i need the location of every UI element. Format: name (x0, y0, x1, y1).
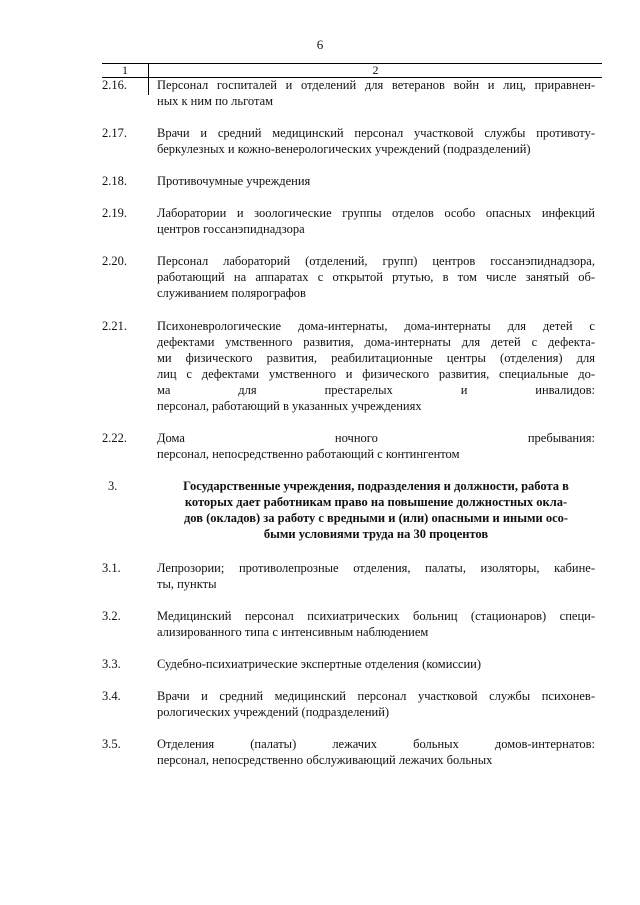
row-number: 3.3. (102, 657, 121, 671)
text-line: персонал, непосредственно обслуживающий лежачих больных (157, 753, 493, 767)
text-line: ных к ним по льготам (157, 94, 274, 108)
text-line: Судебно-психиатрические экспертные отделения (комиссии) (157, 657, 482, 671)
row-description (157, 656, 595, 672)
row-number: 2.18. (102, 174, 127, 188)
text-line: ты, пункты (157, 577, 217, 591)
text-line: рологических учреждений (подразделений) (157, 705, 390, 719)
text-line: центров госсанэпиднадзора (157, 222, 305, 236)
text-line: дефектами умственного развития, дома-интернаты для детей с дефекта- (157, 335, 595, 349)
row-description (157, 318, 595, 414)
text-line: ма для престарелых и инвалидов: (157, 383, 595, 397)
section-heading-text (157, 478, 595, 542)
row-number: 3.5. (102, 737, 121, 751)
text-line: беркулезных и кожно-венерологических учреждений (подразделений) (157, 142, 531, 156)
row-number: 3.1. (102, 561, 121, 575)
row-description (157, 430, 595, 462)
row-description (157, 205, 595, 237)
text-line: которых дает работникам право на повышение должностных окла- (184, 495, 568, 509)
row-number: 3. (108, 479, 118, 493)
row-number: 2.22. (102, 431, 127, 445)
text-line: персонал, работающий в указанных учреждениях (157, 399, 422, 413)
text-line: быми условиями труда на 30 процентов (263, 527, 489, 541)
text-line: персонал, непосредственно работающий с контингентом (157, 447, 460, 461)
column-divider-line (148, 77, 149, 95)
row-description (157, 125, 595, 157)
row-number: 3.2. (102, 609, 121, 623)
text-line: лиц с дефектами умственного и физического развития, специальные до- (157, 367, 595, 381)
row-number: 2.16. (102, 78, 127, 92)
column-header-1: 1 (122, 63, 128, 77)
text-line: Врачи и средний медицинский персонал участковой службы противоту- (157, 126, 595, 140)
page-number: 6 (316, 37, 324, 52)
text-line: Отделения (палаты) лежачих больных домов-интернатов: (157, 737, 595, 751)
text-line: Психоневрологические дома-интернаты, дома-интернаты для детей с (157, 319, 595, 333)
text-line: ализированного типа с интенсивным наблюдением (157, 625, 429, 639)
text-line: Дома ночного пребывания: (157, 431, 595, 445)
row-description (157, 77, 595, 109)
text-line: работающий на аппаратах с открытой ртутью, в том числе занятый об- (157, 270, 595, 284)
row-number: 2.20. (102, 254, 127, 268)
row-description (157, 736, 595, 768)
text-line: Лаборатории и зоологические группы отделов особо опасных инфекций (157, 206, 595, 220)
text-line: Государственные учреждения, подразделения и должности, работа в (183, 479, 569, 493)
column-header-2: 2 (372, 63, 379, 77)
text-line: Медицинский персонал психиатрических больниц (стационаров) специ- (157, 609, 595, 623)
row-description (157, 560, 595, 592)
text-line: Персонал лабораторий (отделений, групп) центров госсанэпиднадзора, (157, 254, 595, 268)
text-line: ми физического развития, реабилитационные центры (отделения) для (157, 351, 595, 365)
text-line: Персонал госпиталей и отделений для ветеранов войн и лиц, приравнен- (157, 78, 595, 92)
text-line: Лепрозории; противолепрозные отделения, палаты, изоляторы, кабине- (157, 561, 595, 575)
text-line: дов (окладов) за работу с вредными и (или) опасными и иными осо- (183, 511, 569, 525)
row-description (157, 688, 595, 720)
row-description (157, 253, 595, 301)
row-number: 2.17. (102, 126, 127, 140)
table-column-header (102, 63, 602, 78)
row-description (157, 173, 595, 189)
text-line: служиванием полярографов (157, 286, 306, 300)
row-number: 3.4. (102, 689, 121, 703)
row-description (157, 608, 595, 640)
row-number: 2.21. (102, 319, 127, 333)
text-line: Врачи и средний медицинский персонал участковой службы психонев- (157, 689, 595, 703)
row-number: 2.19. (102, 206, 127, 220)
text-line: Противочумные учреждения (157, 174, 311, 188)
